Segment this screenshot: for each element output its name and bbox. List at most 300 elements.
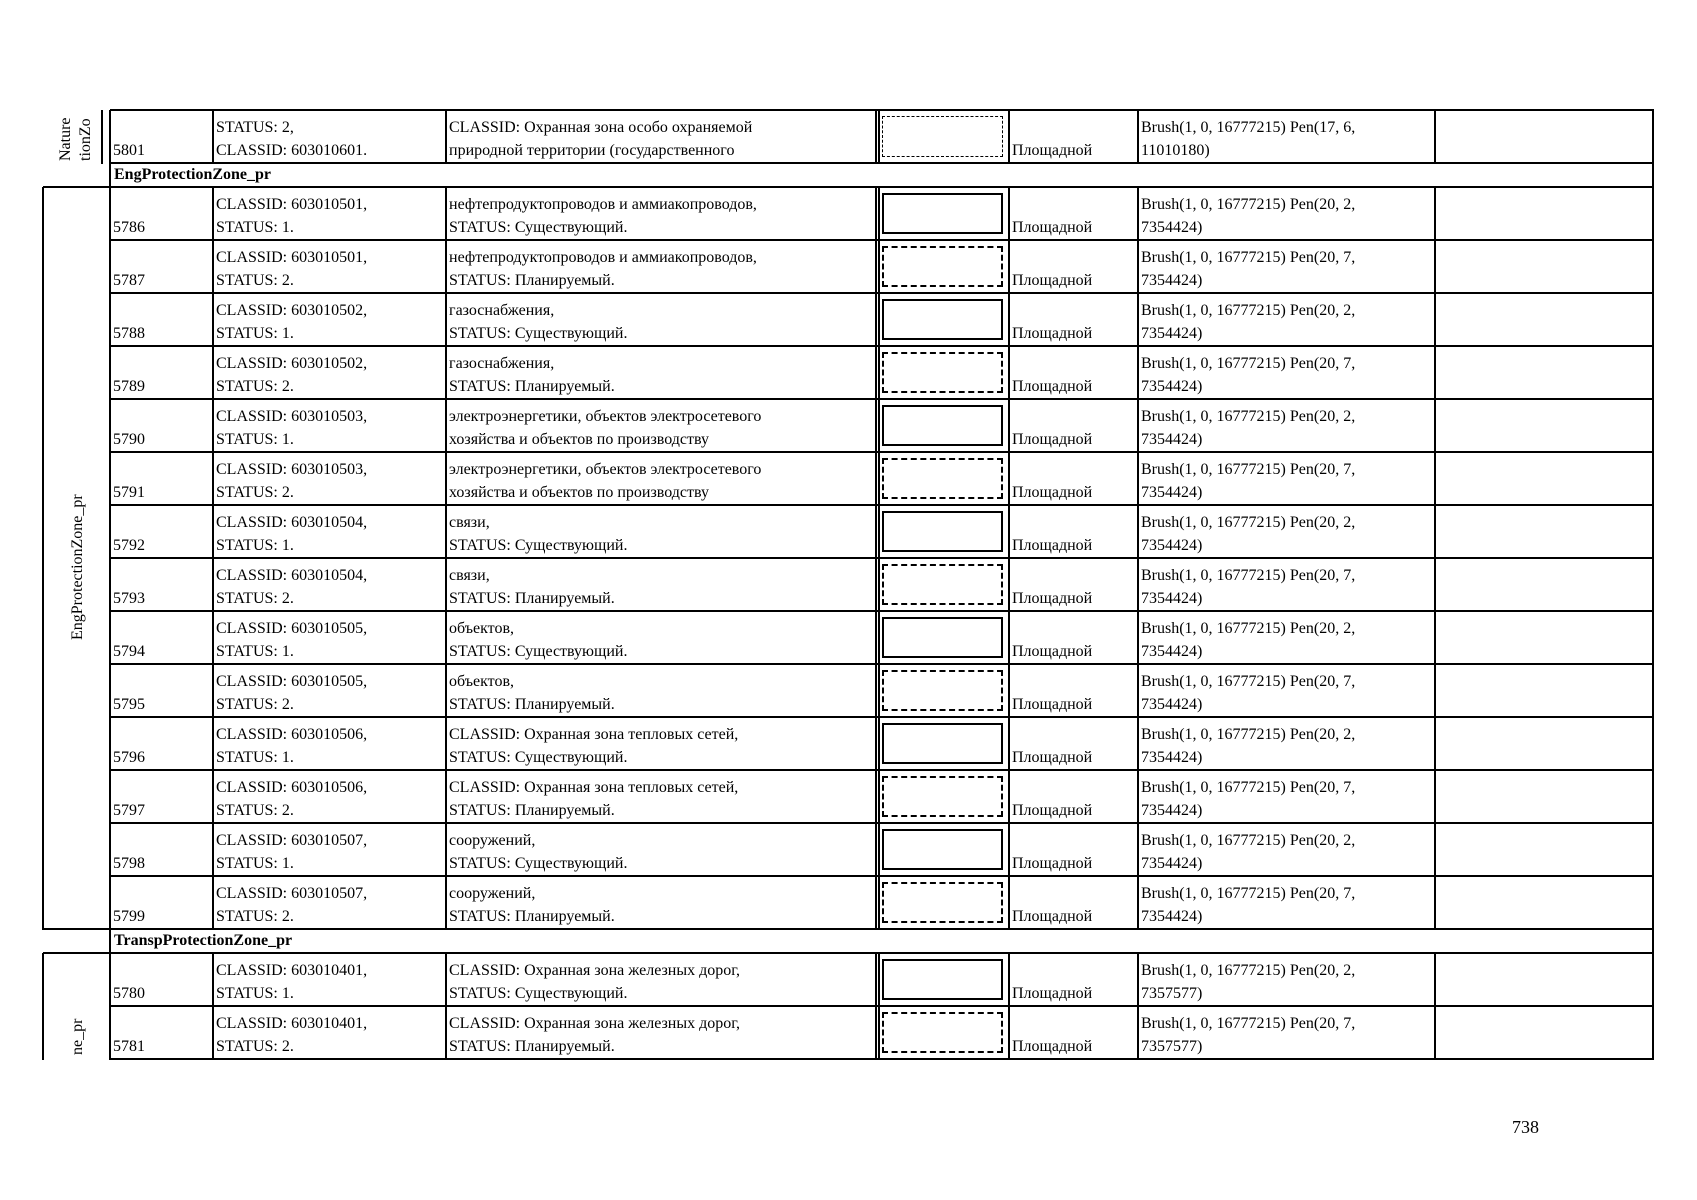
row-divider [1652,452,1654,506]
row-divider [878,110,880,164]
row-divider [1008,399,1010,453]
row-divider [1434,953,1436,1007]
geometry-type: Площадной [1012,325,1093,342]
geometry-type: Площадной [1012,484,1093,501]
row-divider [109,399,111,453]
row-divider [875,717,877,771]
cell-text-line: 7354424) [1141,749,1203,766]
row-divider [878,770,880,824]
line-style-sample [882,723,1003,764]
row-id-cell [110,558,213,611]
cell-text-line: Brush(1, 0, 16777215) Pen(20, 2, [1141,832,1356,849]
geometry-type: Площадной [1012,908,1093,925]
row-divider [1008,346,1010,400]
row-divider [1434,505,1436,559]
row-divider [109,187,111,241]
classid-status-cell [213,611,446,664]
side-label-border [42,953,44,1060]
cell-text-line: CLASSID: 603010507, [216,832,368,849]
cell-text-line: природной территории (государственного [449,142,735,159]
row-divider [1008,717,1010,771]
cell-text-line: газоснабжения, [449,355,555,372]
row-id-cell [110,876,213,929]
row-divider [1137,770,1139,824]
description-cell [446,399,876,452]
row-divider [445,293,447,347]
classid-status-cell [213,452,446,505]
row-divider [878,452,880,506]
description-cell [446,1006,876,1059]
cell-text-line: STATUS: Планируемый. [449,378,615,395]
row-divider [109,505,111,559]
cell-text-line: CLASSID: 603010601. [216,142,368,159]
row-id-cell [110,452,213,505]
cell-text-line: связи, [449,567,490,584]
row-divider [1434,770,1436,824]
cell-text-line: сооружений, [449,885,536,902]
line-style-sample [882,299,1003,340]
row-divider [109,770,111,824]
description-cell [446,293,876,346]
cell-text-line: 7357577) [1141,985,1203,1002]
row-id-cell [110,611,213,664]
line-style-sample [882,959,1003,1000]
description-cell [446,558,876,611]
row-divider [1137,611,1139,665]
geometry-type-cell [1009,611,1138,664]
render-style-cell [1138,664,1435,717]
cell-text-line: STATUS: 2. [216,1038,294,1055]
cell-text-line: STATUS: Существующий. [449,855,628,872]
geometry-type-cell [1009,953,1138,1006]
cell-text-line: связи, [449,514,490,531]
render-style-cell [1138,293,1435,346]
cell-text-line: STATUS: 2. [216,696,294,713]
cell-text-line: CLASSID: 603010506, [216,779,368,796]
row-id: 5780 [113,985,145,1002]
render-style-cell [1138,717,1435,770]
row-id: 5797 [113,802,145,819]
geometry-type-cell [1009,770,1138,823]
row-divider [875,240,877,294]
line-style-sample [882,193,1003,234]
cell-text-line: Brush(1, 0, 16777215) Pen(20, 2, [1141,408,1356,425]
cell-text-line: CLASSID: 603010501, [216,196,368,213]
line-style-sample [882,246,1003,287]
cell-text-line: Brush(1, 0, 16777215) Pen(20, 7, [1141,885,1356,902]
group-side-label: Nature [57,117,74,161]
cell-text-line: Brush(1, 0, 16777215) Pen(20, 2, [1141,962,1356,979]
cell-text-line: 7354424) [1141,325,1203,342]
row-id-cell [110,953,213,1006]
row-divider [875,770,877,824]
row-divider [878,717,880,771]
row-divider [875,558,877,612]
row-divider [1008,293,1010,347]
geometry-type: Площадной [1012,985,1093,1002]
classid-status-cell [213,346,446,399]
row-divider [1137,452,1139,506]
row-divider [878,240,880,294]
classid-status-cell [213,293,446,346]
line-style-sample [882,829,1003,870]
row-divider [109,110,111,164]
line-style-sample [882,458,1003,499]
render-style-cell [1138,876,1435,929]
geometry-type: Площадной [1012,272,1093,289]
row-divider [212,953,214,1007]
cell-text-line: CLASSID: 603010503, [216,461,368,478]
row-divider [878,187,880,241]
table-left-border [109,929,111,954]
row-divider [212,240,214,294]
row-divider [875,953,877,1007]
group-side-label: tionZo [77,118,94,161]
cell-text-line: Brush(1, 0, 16777215) Pen(20, 7, [1141,673,1356,690]
render-style-cell [1138,505,1435,558]
row-divider [1652,187,1654,241]
render-style-cell [1138,953,1435,1006]
row-divider [212,611,214,665]
geometry-type-cell [1009,110,1138,163]
cell-text-line: CLASSID: 603010501, [216,249,368,266]
row-id-cell [110,399,213,452]
row-id-cell [110,240,213,293]
cell-text-line: STATUS: 1. [216,325,294,342]
row-divider [1652,240,1654,294]
row-divider [878,876,880,930]
render-style-cell [1138,452,1435,505]
row-divider [445,611,447,665]
row-divider [1008,1006,1010,1060]
row-divider [1434,823,1436,877]
cell-text-line: STATUS: Планируемый. [449,696,615,713]
geometry-type: Площадной [1012,855,1093,872]
line-style-sample [882,352,1003,393]
row-divider [212,110,214,164]
row-id: 5789 [113,378,145,395]
geometry-type-cell [1009,717,1138,770]
row-id-cell [110,717,213,770]
description-cell [446,717,876,770]
geometry-type-cell [1009,876,1138,929]
row-divider [1652,876,1654,930]
cell-text-line: STATUS: Планируемый. [449,272,615,289]
row-divider [1137,664,1139,718]
row-divider [1652,611,1654,665]
render-style-cell [1138,558,1435,611]
row-divider [875,876,877,930]
cell-text-line: CLASSID: Охранная зона железных дорог, [449,962,741,979]
cell-text-line: 7354424) [1141,696,1203,713]
row-divider [1137,953,1139,1007]
row-divider [1652,1006,1654,1060]
row-id-cell [110,823,213,876]
geometry-type: Площадной [1012,142,1093,159]
render-style-cell [1138,770,1435,823]
cell-text-line: газоснабжения, [449,302,555,319]
cell-text-line: Brush(1, 0, 16777215) Pen(17, 6, [1141,119,1356,136]
row-id: 5794 [113,643,145,660]
row-divider [875,293,877,347]
row-id-cell [110,1006,213,1059]
cell-text-line: STATUS: 1. [216,219,294,236]
cell-text-line: STATUS: Планируемый. [449,908,615,925]
row-divider [1008,110,1010,164]
line-style-sample [882,617,1003,658]
geometry-type-cell [1009,664,1138,717]
row-divider [445,876,447,930]
row-id-cell [110,346,213,399]
row-divider [109,953,111,1007]
line-style-sample [882,116,1003,157]
cell-text-line: CLASSID: 603010502, [216,355,368,372]
row-divider [878,293,880,347]
cell-text-line: Brush(1, 0, 16777215) Pen(20, 2, [1141,302,1356,319]
cell-text-line: 7354424) [1141,537,1203,554]
row-divider [1652,953,1654,1007]
row-divider [212,399,214,453]
cell-text-line: STATUS: 1. [216,431,294,448]
cell-text-line: STATUS: Существующий. [449,325,628,342]
cell-text-line: STATUS: 2. [216,802,294,819]
row-divider [109,611,111,665]
classid-status-cell [213,823,446,876]
row-divider [878,823,880,877]
cell-text-line: CLASSID: 603010401, [216,1015,368,1032]
cell-text-line: сооружений, [449,832,536,849]
cell-text-line: CLASSID: 603010504, [216,514,368,531]
row-divider [445,240,447,294]
geometry-type: Площадной [1012,590,1093,607]
cell-text-line: STATUS: Планируемый. [449,1038,615,1055]
row-id: 5793 [113,590,145,607]
cell-text-line: CLASSID: 603010506, [216,726,368,743]
row-divider [1652,823,1654,877]
row-divider [212,505,214,559]
line-style-sample [882,511,1003,552]
row-divider [1137,823,1139,877]
row-divider [1652,293,1654,347]
cell-text-line: STATUS: Существующий. [449,985,628,1002]
description-cell [446,876,876,929]
render-style-cell [1138,240,1435,293]
cell-text-line: 7354424) [1141,219,1203,236]
classid-status-cell [213,664,446,717]
row-id-cell [110,770,213,823]
geometry-type-cell [1009,505,1138,558]
cell-text-line: STATUS: 2, [216,119,294,136]
cell-text-line: CLASSID: 603010507, [216,885,368,902]
row-divider [1008,953,1010,1007]
row-divider [109,452,111,506]
row-divider [875,823,877,877]
row-id-cell [110,293,213,346]
description-cell [446,953,876,1006]
cell-text-line: 7354424) [1141,908,1203,925]
cell-text-line: 11010180) [1141,142,1210,159]
row-divider [1434,717,1436,771]
classid-status-cell [213,717,446,770]
cell-text-line: STATUS: Планируемый. [449,590,615,607]
row-divider [212,770,214,824]
row-divider [1008,187,1010,241]
description-cell [446,110,876,163]
page-number: 738 [1512,1117,1539,1137]
row-divider [878,1006,880,1060]
row-id: 5798 [113,855,145,872]
cell-text-line: объектов, [449,620,515,637]
cell-text-line: STATUS: 2. [216,484,294,501]
line-style-sample [882,405,1003,446]
row-divider [212,876,214,930]
row-divider [212,346,214,400]
row-divider [445,770,447,824]
classid-status-cell [213,770,446,823]
classid-status-cell [213,187,446,240]
cell-text-line: хозяйства и объектов по производству [449,431,709,448]
row-divider [1008,452,1010,506]
row-divider [1008,823,1010,877]
classid-status-cell [213,505,446,558]
geometry-type: Площадной [1012,802,1093,819]
cell-text-line: STATUS: Существующий. [449,749,628,766]
line-style-sample [882,882,1003,923]
geometry-type: Площадной [1012,378,1093,395]
row-divider [1137,558,1139,612]
row-divider [445,1006,447,1060]
row-divider [1434,346,1436,400]
geometry-type-cell [1009,399,1138,452]
group-side-label: EngProtectionZone_pr [69,494,86,640]
side-label-border [43,186,111,188]
row-divider [212,293,214,347]
row-divider [1434,611,1436,665]
row-divider [445,823,447,877]
row-id: 5788 [113,325,145,342]
row-divider [875,1006,877,1060]
row-divider [1008,876,1010,930]
render-style-cell [1138,346,1435,399]
cell-text-line: CLASSID: Охранная зона тепловых сетей, [449,779,739,796]
cell-text-line: 7357577) [1141,1038,1203,1055]
row-divider [109,664,111,718]
section-title: EngProtectionZone_pr [114,166,272,183]
table-right-border [1652,163,1654,188]
row-divider [1137,876,1139,930]
cell-text-line: хозяйства и объектов по производству [449,484,709,501]
cell-text-line: STATUS: 1. [216,643,294,660]
row-divider [878,505,880,559]
row-divider [1434,399,1436,453]
row-id: 5786 [113,219,145,236]
cell-text-line: CLASSID: 603010401, [216,962,368,979]
row-id: 5792 [113,537,145,554]
cell-text-line: Brush(1, 0, 16777215) Pen(20, 2, [1141,196,1356,213]
side-label-border [43,928,111,930]
geometry-type-cell [1009,1006,1138,1059]
cell-text-line: нефтепродуктопроводов и аммиакопроводов, [449,249,757,266]
group-side-label: ne_pr [69,1018,86,1055]
cell-text-line: STATUS: 1. [216,985,294,1002]
row-divider [1434,452,1436,506]
table-left-border [109,163,111,188]
row-id: 5787 [113,272,145,289]
row-divider [875,346,877,400]
cell-text-line: 7354424) [1141,431,1203,448]
cell-text-line: STATUS: 2. [216,378,294,395]
row-divider [1434,293,1436,347]
render-style-cell [1138,399,1435,452]
cell-text-line: 7354424) [1141,590,1203,607]
cell-text-line: CLASSID: 603010502, [216,302,368,319]
cell-text-line: STATUS: 2. [216,272,294,289]
row-divider [875,187,877,241]
row-divider [212,187,214,241]
cell-text-line: 7354424) [1141,484,1203,501]
row-divider [109,1006,111,1060]
row-divider [109,293,111,347]
row-divider [1137,1006,1139,1060]
row-divider [878,399,880,453]
rule-horizontal [110,928,1654,930]
row-divider [212,1006,214,1060]
row-divider [878,953,880,1007]
geometry-type-cell [1009,240,1138,293]
row-id: 5801 [113,142,145,159]
cell-text-line: CLASSID: Охранная зона особо охраняемой [449,119,753,136]
cell-text-line: Brush(1, 0, 16777215) Pen(20, 2, [1141,726,1356,743]
classid-status-cell [213,399,446,452]
table-right-border [1652,929,1654,954]
row-divider [109,240,111,294]
row-divider [109,717,111,771]
row-divider [1137,399,1139,453]
cell-text-line: электроэнергетики, объектов электросетевого [449,408,762,425]
cell-text-line: STATUS: 1. [216,537,294,554]
cell-text-line: объектов, [449,673,515,690]
classid-status-cell [213,1006,446,1059]
row-divider [875,664,877,718]
row-id-cell [110,187,213,240]
row-divider [875,452,877,506]
row-id-cell [110,505,213,558]
classid-status-cell [213,110,446,163]
render-style-cell [1138,823,1435,876]
row-divider [1434,110,1436,164]
row-divider [1652,664,1654,718]
row-divider [878,611,880,665]
rule-horizontal [110,162,1654,164]
row-divider [1652,346,1654,400]
geometry-type: Площадной [1012,749,1093,766]
geometry-type-cell [1009,346,1138,399]
row-divider [445,110,447,164]
description-cell [446,505,876,558]
row-divider [212,664,214,718]
cell-text-line: 7354424) [1141,802,1203,819]
cell-text-line: STATUS: Планируемый. [449,802,615,819]
description-cell [446,770,876,823]
row-divider [212,452,214,506]
cell-text-line: STATUS: 2. [216,908,294,925]
classid-status-cell [213,953,446,1006]
row-divider [1434,558,1436,612]
row-divider [1434,187,1436,241]
row-divider [109,876,111,930]
line-style-sample [882,1012,1003,1053]
row-divider [1137,187,1139,241]
